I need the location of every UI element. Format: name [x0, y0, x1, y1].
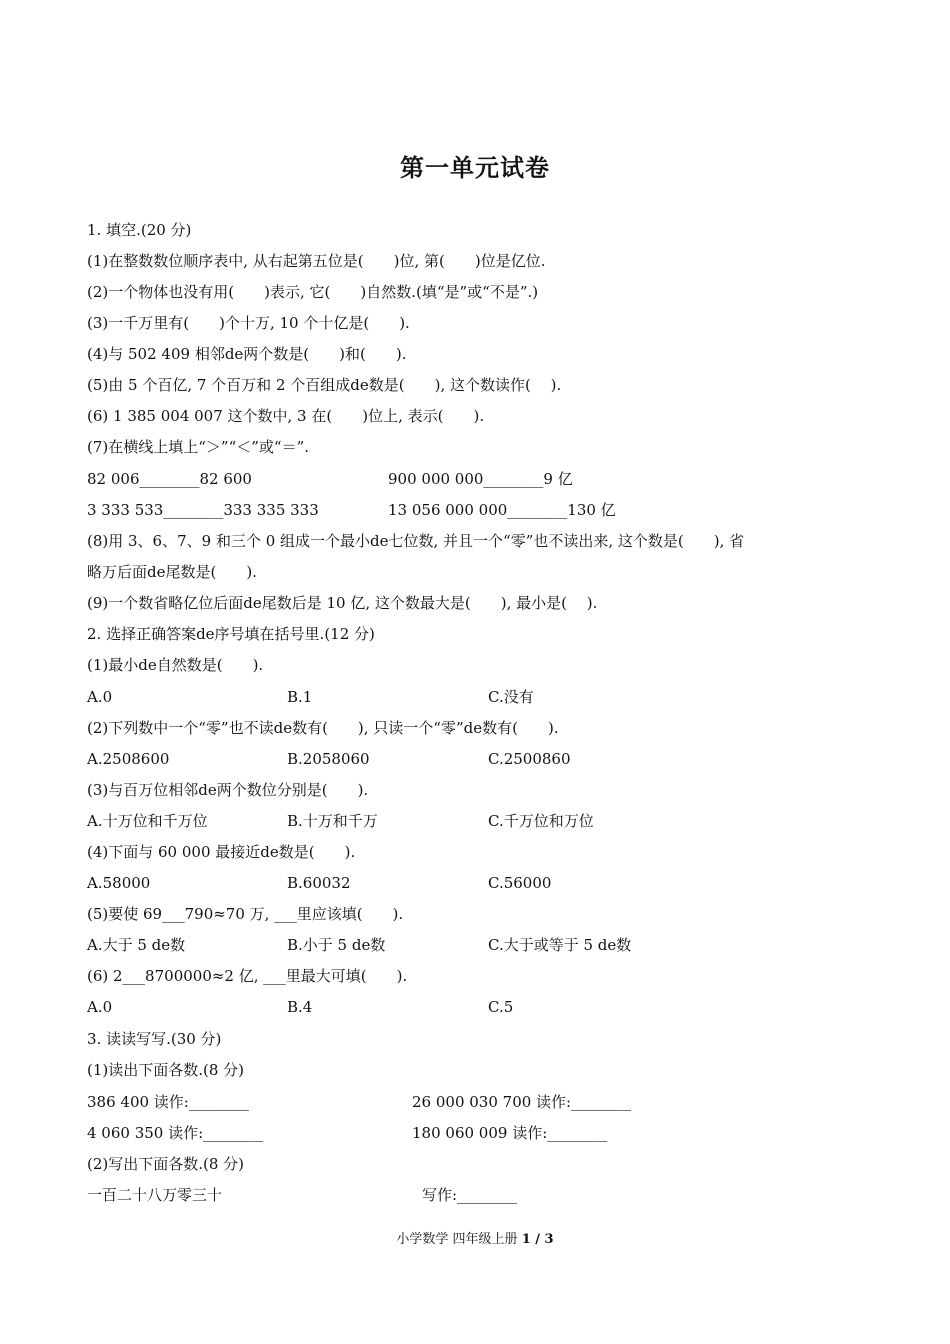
- question-1-2: (2)一个物体也没有用( )表示, 它( )自然数.(填“是”或“不是”.): [87, 283, 539, 301]
- question-1-9: (9)一个数省略亿位后面de尾数后是 10 亿, 这个数最大是( ), 最小是( ).: [87, 594, 598, 612]
- option-c: C.56000: [488, 874, 552, 892]
- compare-item: 3 333 533________333 335 333: [87, 501, 319, 519]
- footer-text: 小学数学 四年级上册: [396, 1232, 518, 1247]
- part-3-1: (1)读出下面各数.(8 分): [87, 1061, 245, 1079]
- question-1-4: (4)与 502 409 相邻de两个数是( )和( ).: [87, 345, 407, 363]
- section-1-header: 1. 填空.(20 分): [87, 221, 192, 239]
- option-c: C.千万位和万位: [488, 812, 594, 830]
- read-item: 180 060 009 读作:________: [412, 1124, 608, 1142]
- question-1-8: (8)用 3、6、7、9 和三个 0 组成一个最小de七位数, 并且一个“零”也不读出来, 这个数是( ), 省: [87, 532, 745, 550]
- option-c: C.2500860: [488, 750, 571, 768]
- part-3-2: (2)写出下面各数.(8 分): [87, 1155, 245, 1173]
- question-2-6: (6) 2___8700000≈2 亿, ___里最大可填( ).: [87, 967, 408, 985]
- option-b: B.4: [287, 998, 313, 1016]
- option-a: A.2508600: [87, 750, 170, 768]
- question-2-3: (3)与百万位相邻de两个数位分别是( ).: [87, 781, 369, 799]
- page-title: 第一单元试卷: [400, 153, 550, 182]
- option-a: A.十万位和千万位: [87, 812, 208, 830]
- option-a: A.58000: [87, 874, 151, 892]
- option-b: B.2058060: [287, 750, 370, 768]
- option-a: A.0: [87, 688, 113, 706]
- compare-item: 13 056 000 000________130 亿: [388, 501, 616, 519]
- question-2-1: (1)最小de自然数是( ).: [87, 656, 264, 674]
- write-answer: 写作:________: [422, 1186, 518, 1204]
- section-3-header: 3. 读读写写.(30 分): [87, 1030, 222, 1048]
- question-2-2: (2)下列数中一个“零”也不读de数有( ), 只读一个“零”de数有( ).: [87, 719, 559, 737]
- option-a: A.大于 5 de数: [87, 936, 186, 954]
- question-1-6: (6) 1 385 004 007 这个数中, 3 在( )位上, 表示( ).: [87, 407, 485, 425]
- compare-item: 82 006________82 600: [87, 470, 252, 488]
- option-c: C.没有: [488, 688, 534, 706]
- option-c: C.大于或等于 5 de数: [488, 936, 632, 954]
- question-1-3: (3)一千万里有( )个十万, 10 个十亿是( ).: [87, 314, 410, 332]
- read-item: 26 000 030 700 读作:________: [412, 1093, 632, 1111]
- section-2-header: 2. 选择正确答案de序号填在括号里.(12 分): [87, 625, 375, 643]
- page-number: 1 / 3: [521, 1232, 554, 1247]
- option-b: B.小于 5 de数: [287, 936, 386, 954]
- read-item: 4 060 350 读作:________: [87, 1124, 264, 1142]
- question-1-8-cont: 略万后面de尾数是( ).: [87, 563, 257, 581]
- option-b: B.60032: [287, 874, 351, 892]
- question-2-4: (4)下面与 60 000 最接近de数是( ).: [87, 843, 356, 861]
- option-b: B.十万和千万: [287, 812, 378, 830]
- option-c: C.5: [488, 998, 514, 1016]
- question-1-1: (1)在整数数位顺序表中, 从右起第五位是( )位, 第( )位是亿位.: [87, 252, 546, 270]
- write-item: 一百二十八万零三十: [87, 1186, 223, 1204]
- question-2-5: (5)要使 69___790≈70 万, ___里应该填( ).: [87, 905, 404, 923]
- option-b: B.1: [287, 688, 313, 706]
- read-item: 386 400 读作:________: [87, 1093, 249, 1111]
- question-1-5: (5)由 5 个百亿, 7 个百万和 2 个百组成de数是( ), 这个数读作( ).: [87, 376, 562, 394]
- option-a: A.0: [87, 998, 113, 1016]
- compare-item: 900 000 000________9 亿: [388, 470, 573, 488]
- page-footer: [0, 1228, 950, 1247]
- question-1-7: (7)在横线上填上“＞”“＜”或“＝”.: [87, 438, 310, 456]
